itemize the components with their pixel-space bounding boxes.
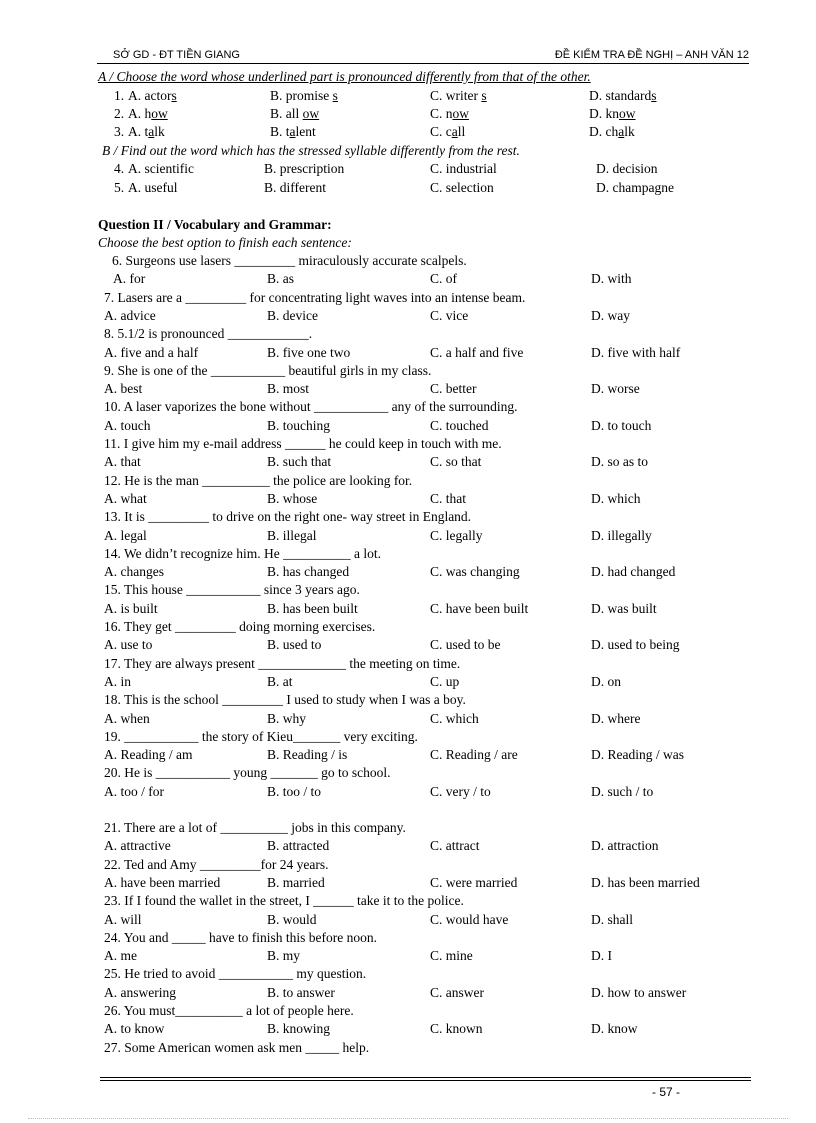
question-number: 3.: [114, 124, 125, 139]
underlined-sound: a: [618, 124, 625, 139]
option-c: C. which: [430, 710, 479, 726]
option-b: B. prescription: [264, 161, 345, 176]
option-a: A. that: [104, 454, 141, 470]
option-b: B. to answer: [267, 984, 335, 1000]
underlined-sound: a: [289, 124, 296, 139]
answer-row: [0, 380, 816, 398]
option-b: B. why: [267, 710, 307, 726]
stress-row: [0, 160, 816, 178]
answer-row: [0, 600, 816, 618]
option-c: C. would have: [430, 911, 509, 927]
option-b: B. used to: [267, 637, 322, 653]
answer-option: B. all ow: [270, 106, 320, 121]
option-a: A. will: [104, 911, 142, 927]
answer-option: A. talk: [128, 124, 165, 139]
question-number: 2.: [114, 106, 125, 121]
underlined-sound: a: [148, 124, 155, 139]
option-d: D. way: [591, 307, 630, 323]
question-number: 4.: [114, 161, 125, 176]
header-right: ĐỀ KIỂM TRA ĐỀ NGHỊ – ANH VĂN 12: [554, 49, 749, 61]
option-d: D. with: [591, 271, 632, 287]
question-stem: 27. Some American women ask men _____ help.: [104, 1039, 370, 1055]
option-d: D. used to being: [591, 637, 680, 653]
answer-row: [0, 636, 816, 654]
option-a: A. is built: [104, 600, 158, 616]
option-c: C. of: [430, 271, 457, 287]
option-c: C. vice: [430, 307, 469, 323]
option-c: C. up: [430, 673, 460, 689]
question-stem: 21. There are a lot of __________ jobs in this company.: [104, 820, 406, 835]
option-a: A. in: [104, 673, 131, 689]
answer-option: D. chalk: [589, 124, 635, 139]
option-c: C. used to be: [430, 637, 501, 653]
option-c: C. attract: [430, 838, 480, 854]
answer-row: [0, 417, 816, 435]
option-a: A. have been married: [104, 874, 221, 890]
option-c: C. legally: [430, 527, 483, 543]
page-header: [97, 47, 749, 64]
answer-row: [0, 911, 816, 929]
underlined-sound: ow: [452, 106, 470, 121]
option-d: D. I: [591, 948, 612, 964]
footer-rule-top: [100, 1077, 751, 1078]
option-d: D. had changed: [591, 564, 676, 580]
option-a: A. advice: [104, 307, 156, 323]
question-stem: 22. Ted and Amy _________for 24 years.: [104, 856, 329, 872]
question-stem: 7. Lasers are a _________ for concentrating light waves into an intense beam.: [104, 289, 526, 305]
option-c: C. mine: [430, 948, 473, 964]
option-a: A. me: [104, 948, 137, 964]
option-a: A. for: [113, 271, 146, 287]
underlined-sound: ow: [619, 106, 636, 121]
option-c: C. a half and five: [430, 344, 524, 360]
answer-option: C. call: [430, 124, 466, 139]
option-b: B. illegal: [267, 527, 317, 543]
answer-row: [0, 710, 816, 728]
footer-rule-bottom: [100, 1080, 751, 1081]
question-stem: 17. They are always present _____________ the meeting on time.: [104, 655, 461, 671]
option-b: B. too / to: [267, 783, 322, 799]
option-b: B. such that: [267, 454, 332, 470]
answer-row: [0, 1020, 816, 1038]
answer-row: [0, 270, 816, 288]
option-d: D. was built: [591, 600, 657, 616]
option-d: D. illegally: [591, 527, 652, 543]
option-c: C. answer: [430, 984, 484, 1000]
option-d: D. five with half: [591, 344, 681, 360]
option-a: A. legal: [104, 527, 147, 543]
option-c: C. was changing: [430, 564, 520, 580]
answer-row: [0, 673, 816, 691]
option-b: B. Reading / is: [267, 747, 348, 763]
option-c: C. very / to: [430, 783, 491, 799]
option-d: D. champagne: [596, 180, 674, 195]
option-b: B. married: [267, 874, 325, 890]
option-a: A. five and a half: [104, 344, 199, 360]
option-b: B. whose: [267, 490, 318, 506]
question-stem: 20. He is ___________ young _______ go to school.: [104, 765, 391, 781]
underlined-sound: ow: [302, 106, 320, 121]
answer-row: [0, 874, 816, 892]
pronunciation-row: [0, 123, 816, 141]
option-a: A. touch: [104, 417, 151, 433]
answer-row: [0, 307, 816, 325]
option-c: C. touched: [430, 417, 489, 433]
page-edge-divider: [28, 1118, 788, 1119]
option-d: D. so as to: [591, 454, 648, 470]
option-b: B. knowing: [267, 1021, 331, 1037]
answer-option: A. how: [128, 106, 168, 121]
answer-option: B. promise s: [270, 88, 338, 103]
option-c: C. so that: [430, 454, 482, 470]
option-d: D. on: [591, 673, 621, 689]
question-stem: 16. They get _________ doing morning exercises.: [104, 619, 376, 634]
option-c: C. industrial: [430, 161, 497, 176]
answer-option: C. now: [430, 106, 470, 121]
question-stem: 8. 5.1/2 is pronounced ____________.: [104, 326, 313, 342]
underlined-sound: ow: [151, 106, 168, 121]
option-b: B. five one two: [267, 344, 351, 360]
question-stem: 6. Surgeons use lasers _________ miraculously accurate scalpels.: [112, 253, 467, 268]
option-b: B. device: [267, 307, 318, 323]
stress-row: [0, 179, 816, 197]
option-a: A. changes: [104, 564, 164, 580]
option-d: D. decision: [596, 161, 658, 176]
answer-row: [0, 453, 816, 471]
option-d: D. how to answer: [591, 984, 687, 1000]
question-2-title: Question II / Vocabulary and Grammar:: [98, 217, 332, 232]
question-stem: 18. This is the school _________ I used to study when I was a boy.: [104, 692, 466, 708]
underlined-sound: s: [332, 88, 338, 103]
option-b: B. would: [267, 911, 317, 927]
option-c: C. better: [430, 381, 477, 397]
option-a: A. Reading / am: [104, 747, 193, 763]
header-left: SỞ GD - ĐT TIỀN GIANG: [113, 49, 240, 61]
underlined-sound: a: [451, 124, 458, 139]
answer-option: D. standards: [589, 88, 657, 103]
option-a: A. too / for: [104, 783, 164, 799]
question-number: 5.: [114, 180, 125, 195]
answer-option: A. actors: [128, 88, 177, 103]
question-stem: 24. You and _____ have to finish this before noon.: [104, 929, 377, 945]
underlined-sound: s: [481, 88, 487, 103]
question-stem: 9. She is one of the ___________ beautiful girls in my class.: [104, 362, 432, 378]
option-c: C. have been built: [430, 600, 529, 616]
answer-row: [0, 783, 816, 801]
answer-row: [0, 344, 816, 362]
answer-row: [0, 947, 816, 965]
option-b: B. attracted: [267, 838, 330, 854]
answer-row: [0, 527, 816, 545]
option-c: C. known: [430, 1021, 483, 1037]
option-d: D. where: [591, 710, 641, 726]
pronunciation-row: [0, 105, 816, 123]
option-d: D. shall: [591, 911, 633, 927]
answer-row: [0, 746, 816, 764]
option-a: A. to know: [104, 1021, 165, 1037]
question-stem: 19. ___________ the story of Kieu_______ very exciting.: [104, 728, 418, 744]
question-stem: 15. This house ___________ since 3 years ago.: [104, 582, 360, 598]
option-b: B. different: [264, 180, 326, 195]
underlined-sound: s: [171, 88, 177, 103]
option-d: D. such / to: [591, 783, 654, 799]
pronunciation-row: [0, 87, 816, 105]
option-a: A. what: [104, 490, 147, 506]
option-b: B. has been built: [267, 600, 358, 616]
option-a: A. attractive: [104, 838, 171, 854]
answer-row: [0, 837, 816, 855]
question-stem: 11. I give him my e-mail address ______ he could keep in touch with me.: [104, 436, 502, 451]
option-a: A. answering: [104, 984, 176, 1000]
question-stem: 13. It is _________ to drive on the right one- way street in England.: [104, 509, 472, 525]
option-b: B. as: [267, 271, 294, 287]
option-b: B. touching: [267, 417, 330, 433]
answer-option: B. talent: [270, 124, 316, 139]
option-c: C. selection: [430, 180, 494, 195]
option-d: D. which: [591, 490, 641, 506]
option-c: C. were married: [430, 874, 518, 890]
question-stem: 23. If I found the wallet in the street, I ______ take it to the police.: [104, 893, 464, 909]
question-stem: 25. He tried to avoid ___________ my question.: [104, 966, 367, 982]
page-number: - 57 -: [652, 1085, 681, 1099]
option-a: A. useful: [128, 180, 178, 195]
question-number: 1.: [114, 88, 125, 103]
question-stem: 10. A laser vaporizes the bone without ___________ any of the surrounding.: [104, 399, 518, 415]
question-stem: 14. We didn’t recognize him. He __________ a lot.: [104, 545, 381, 561]
underlined-sound: s: [651, 88, 657, 103]
option-c: C. Reading / are: [430, 747, 518, 763]
option-c: C. that: [430, 490, 466, 506]
option-d: D. know: [591, 1021, 638, 1037]
option-a: A. scientific: [128, 161, 194, 176]
answer-option: C. writer s: [430, 88, 487, 103]
section-a-title: A / Choose the word whose underlined part is pronounced differently from that of the other.: [98, 69, 591, 84]
option-a: A. best: [104, 381, 143, 397]
option-a: A. when: [104, 710, 150, 726]
question-stem: 26. You must__________ a lot of people here.: [104, 1003, 354, 1018]
option-b: B. has changed: [267, 564, 350, 580]
option-d: D. has been married: [591, 874, 700, 890]
option-d: D. attraction: [591, 838, 659, 854]
option-d: D. worse: [591, 381, 640, 397]
answer-row: [0, 563, 816, 581]
answer-row: [0, 490, 816, 508]
option-b: B. most: [267, 381, 310, 397]
question-stem: 12. He is the man __________ the police are looking for.: [104, 472, 413, 488]
answer-option: D. know: [589, 106, 636, 121]
question-2-instruction: Choose the best option to finish each sentence:: [98, 235, 352, 250]
option-d: D. to touch: [591, 417, 652, 433]
answer-row: [0, 984, 816, 1002]
option-d: D. Reading / was: [591, 747, 684, 763]
option-b: B. my: [267, 948, 301, 964]
option-b: B. at: [267, 673, 293, 689]
section-b-title: B / Find out the word which has the stressed syllable differently from the rest.: [102, 143, 520, 158]
option-a: A. use to: [104, 637, 153, 653]
